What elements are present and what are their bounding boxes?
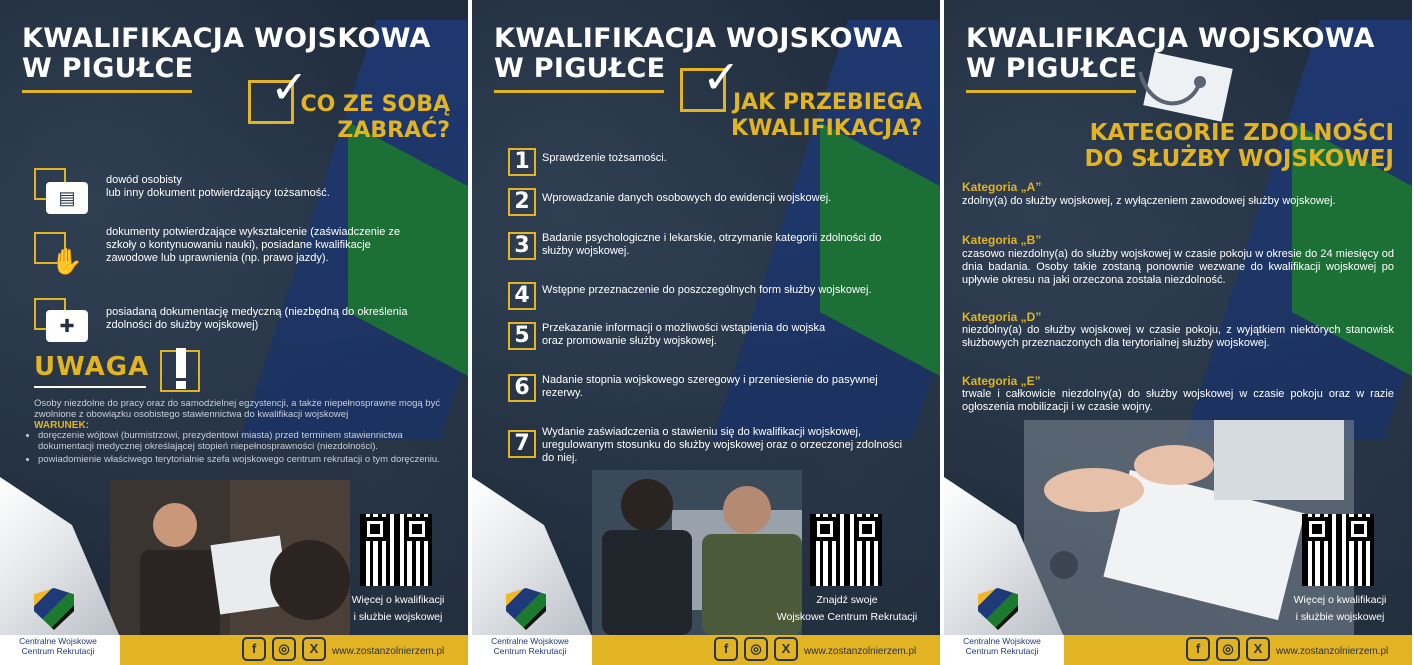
subheading-line-2: DO SŁUŻBY WOJSKOWEJ	[1084, 146, 1394, 172]
exclamation-icon	[176, 348, 186, 378]
item-medical: posiadaną dokumentację medyczną (niezbędną do określenia zdolności do służby wojskowej)	[106, 306, 408, 331]
website-link[interactable]: www.zostanzolnierzem.pl	[804, 646, 917, 657]
poster-title	[22, 24, 431, 84]
website-link[interactable]: www.zostanzolnierzem.pl	[1276, 646, 1389, 657]
title-line-2: W PIGUŁCE	[966, 53, 1138, 84]
org-name	[10, 636, 106, 656]
instagram-icon[interactable]: ◎	[744, 637, 768, 661]
org-name-line-1: Centralne Wojskowe	[491, 636, 569, 646]
condition-item: • doręczenie wójtowi (burmistrzowi, prezydentowi miasta) przed terminem stawiennictwa dokumentacji medycznej określającej stopień niepełnosprawności (niezdolności).	[38, 430, 458, 452]
facebook-icon[interactable]: f	[242, 637, 266, 661]
subheading-line-1: CO ZE SOBĄ	[300, 92, 450, 117]
step-number: 3	[508, 232, 536, 260]
medical-folder-icon: ✚	[46, 310, 88, 342]
title-underline	[494, 90, 664, 93]
title-line-2: W PIGUŁCE	[494, 53, 666, 84]
id-card-icon: ▤	[46, 182, 88, 214]
instagram-icon[interactable]: ◎	[1216, 637, 1240, 661]
exclamation-dot-icon	[176, 381, 186, 389]
qr-caption-line-2: i służbie wojskowej	[1295, 611, 1385, 623]
category-text: zdolny(a) do służby wojskowej, z wyłączeniem zawodowej służby wojskowej.	[962, 195, 1336, 207]
org-name	[954, 636, 1050, 656]
qr-caption	[1278, 592, 1402, 626]
category-text: trwale i całkowicie niezdolny(a) do służby wojskowej w czasie pokoju oraz w razie ogłoszenia mobilizacji i w czasie wojny.	[962, 388, 1394, 413]
item-id-line-1: dowód osobisty	[106, 174, 182, 186]
x-icon[interactable]: X	[1246, 637, 1270, 661]
poster-process	[472, 0, 940, 665]
warning-note: Osoby niezdolne do pracy oraz do samodzielnej egzystencji, a także niepełnosprawne mogą być zwolnione z obowiązku osobistego stawiennictwa do kwalifikacji wojskowej	[34, 398, 441, 420]
org-name-line-2: Centrum Rekrutacji	[21, 646, 95, 656]
facebook-icon[interactable]: f	[1186, 637, 1210, 661]
step-text: Sprawdzenie tożsamości.	[542, 152, 667, 164]
step-text: Wydanie zaświadczenia o stawieniu się do kwalifikacji wojskowej, uregulowanym stosunku do służby wojskowej oraz o orzeczonej zdolności do niej.	[542, 426, 903, 464]
title-line-2: W PIGUŁCE	[22, 53, 194, 84]
category-heading: Kategoria „B”	[962, 233, 1042, 247]
condition-heading: WARUNEK:	[34, 420, 89, 431]
org-name-line-2: Centrum Rekrutacji	[965, 646, 1039, 656]
qr-code[interactable]	[1302, 514, 1374, 586]
title-line-1: KWALIFIKACJA WOJSKOWA	[22, 23, 431, 54]
qr-caption-line-2: i służbie wojskowej	[353, 611, 443, 623]
facebook-icon[interactable]: f	[714, 637, 738, 661]
x-icon[interactable]: X	[302, 637, 326, 661]
item-id-line-2: lub inny dokument potwierdzający tożsamość.	[106, 187, 330, 199]
recruits-photo	[110, 480, 350, 640]
step-number: 7	[508, 430, 536, 458]
qr-code[interactable]	[360, 514, 432, 586]
step-text: Przekazanie informacji o możliwości wstąpienia do wojska oraz promowanie służby wojskowej.	[542, 322, 826, 347]
condition-item: • powiadomienie właściwego terytorialnie szefa wojskowego centrum rekrutacji o tym doręczeniu.	[38, 454, 458, 465]
checkmark-icon: ✓	[270, 60, 309, 114]
category-heading: Kategoria „A”	[962, 180, 1042, 194]
checkmark-icon: ✓	[702, 50, 741, 104]
org-name	[482, 636, 578, 656]
subheading-line-1: JAK PRZEBIEGA	[732, 90, 922, 115]
step-number: 6	[508, 374, 536, 402]
poster-what-to-bring	[0, 0, 468, 665]
qr-caption-line-1: Więcej o kwalifikacji	[1293, 594, 1387, 606]
website-link[interactable]: www.zostanzolnierzem.pl	[332, 646, 445, 657]
category-text: niezdolny(a) do służby wojskowej w czasie pokoju, z wyjątkiem niektórych stanowisk służbowych przeznaczonych dla terytorialnej służby wojskowej.	[962, 324, 1394, 349]
warning-heading: UWAGA	[34, 352, 150, 382]
step-text: Wstępne przeznaczenie do poszczególnych form służby wojskowej.	[542, 284, 872, 296]
step-number: 1	[508, 148, 536, 176]
qr-code[interactable]	[810, 514, 882, 586]
item-education: dokumenty potwierdzające wykształcenie (zaświadczenie ze szkoły o kontynuowaniu nauki), posiadane kwalifikacje zawodowe lub uprawnienia (np. prawo jazdy).	[106, 226, 401, 264]
subheading-line-2: KWALIFIKACJA?	[731, 116, 922, 141]
org-name-line-2: Centrum Rekrutacji	[493, 646, 567, 656]
step-number: 2	[508, 188, 536, 216]
subheading	[1044, 120, 1394, 172]
title-line-1: KWALIFIKACJA WOJSKOWA	[494, 23, 903, 54]
category-text: czasowo niezdolny(a) do służby wojskowej w czasie pokoju w okresie do 24 miesięcy od dnia badania. Osoby takie zostaną ponownie wezwane do kwalifikacji wojskowej po upływie okresu na jaki orzeczona została niezdolność.	[962, 248, 1394, 286]
qr-caption-line-2: Wojskowe Centrum Rekrutacji	[776, 611, 918, 623]
poster-categories	[944, 0, 1412, 665]
x-icon[interactable]: X	[774, 637, 798, 661]
qr-caption-line-1: Więcej o kwalifikacji	[351, 594, 445, 606]
item-id	[106, 174, 436, 200]
subheading-line-2: ZABRAĆ?	[337, 118, 450, 143]
qr-caption	[762, 592, 932, 626]
step-number: 5	[508, 322, 536, 350]
category-heading: Kategoria „E”	[962, 374, 1041, 388]
step-text: Badanie psychologiczne i lekarskie, otrzymanie kategorii zdolności do służby wojskowej.	[542, 232, 882, 257]
title-line-1: KWALIFIKACJA WOJSKOWA	[966, 23, 1375, 54]
org-name-line-1: Centralne Wojskowe	[19, 636, 97, 646]
instagram-icon[interactable]: ◎	[272, 637, 296, 661]
step-number: 4	[508, 282, 536, 310]
step-text: Wprowadzanie danych osobowych do ewidencji wojskowej.	[542, 192, 832, 204]
clipboard-stethoscope-icon	[1130, 52, 1240, 122]
condition-list	[22, 430, 458, 467]
warning-underline	[34, 386, 146, 388]
graduation-hand-icon: ✋	[50, 246, 84, 276]
step-text: Nadanie stopnia wojskowego szeregowy i przeniesienie do pasywnej rezerwy.	[542, 374, 878, 399]
qr-caption	[336, 592, 460, 626]
org-name-line-1: Centralne Wojskowe	[963, 636, 1041, 646]
title-underline	[966, 90, 1136, 93]
qr-caption-line-1: Znajdź swoje	[816, 594, 878, 606]
subheading-line-1: KATEGORIE ZDOLNOŚCI	[1089, 120, 1394, 146]
category-heading: Kategoria „D”	[962, 310, 1042, 324]
title-underline	[22, 90, 192, 93]
